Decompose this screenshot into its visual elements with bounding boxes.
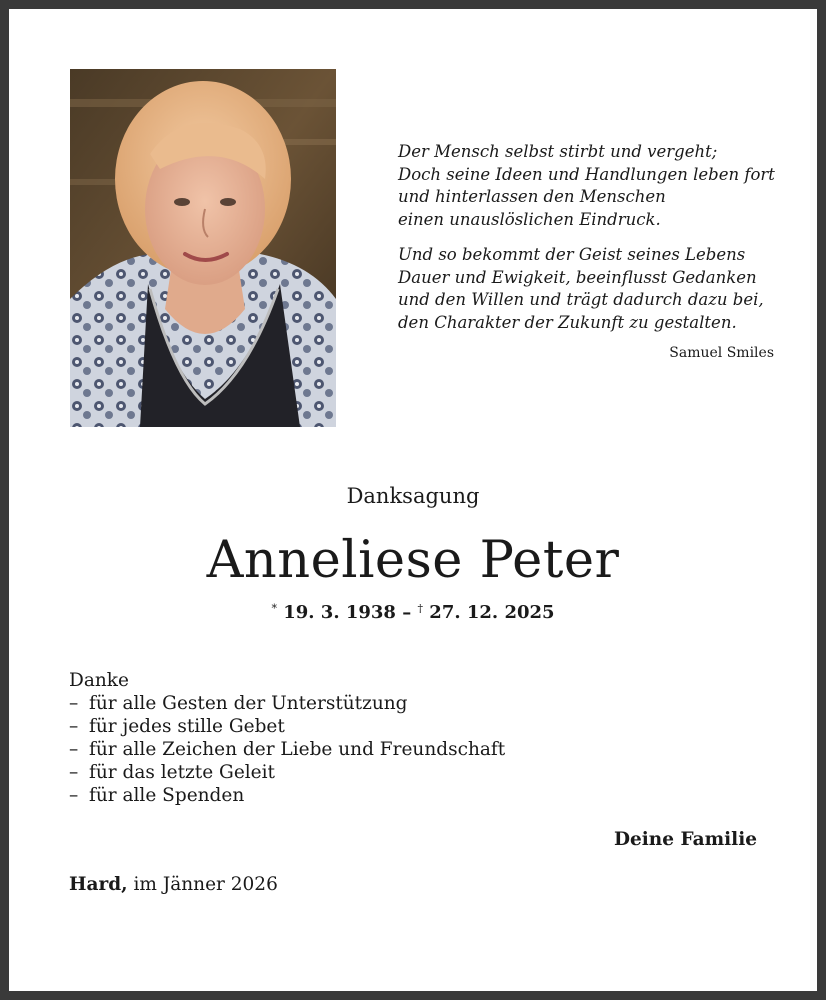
- list-item: [69, 715, 505, 738]
- list-dash: –: [69, 762, 79, 783]
- list-dash: –: [69, 716, 79, 737]
- place-date: [69, 874, 278, 895]
- quote-stanza-2: [398, 244, 778, 334]
- quote-line: den Charakter der Zukunft zu gestalten.: [398, 312, 737, 332]
- quote-line: Doch seine Ideen und Handlungen leben fort: [398, 164, 775, 184]
- list-item-text: für das letzte Geleit: [89, 762, 275, 783]
- quote-line: und hinterlassen den Menschen: [398, 187, 666, 206]
- list-item: [69, 784, 505, 807]
- quote-line: einen unauslöslichen Eindruck.: [398, 209, 661, 229]
- thanks-intro: Danke: [69, 670, 129, 691]
- place-town: Hard,: [69, 874, 128, 895]
- quote-line: Dauer und Ewigkeit, beeinflusst Gedanken: [398, 267, 757, 287]
- birth-symbol: *: [271, 602, 277, 615]
- death-symbol: †: [417, 602, 424, 615]
- quote-line: Und so bekommt der Geist seines Lebens: [398, 245, 746, 264]
- portrait-image: [70, 69, 336, 427]
- memorial-quote: [398, 141, 778, 334]
- birth-date: 19. 3. 1938: [283, 602, 396, 623]
- death-date: 27. 12. 2025: [429, 602, 555, 623]
- quote-line: und den Willen und trägt dadurch dazu bei,: [398, 290, 764, 309]
- life-dates: [9, 602, 817, 623]
- heading-danksagung: Danksagung: [346, 484, 480, 508]
- thanks-section: [69, 669, 505, 807]
- quote-stanza-1: [398, 141, 778, 231]
- place-month: im Jänner 2026: [127, 874, 278, 895]
- list-item: [69, 692, 505, 715]
- list-dash: –: [69, 693, 79, 714]
- quote-author: Samuel Smiles: [669, 345, 774, 361]
- list-dash: –: [69, 785, 79, 806]
- list-item-text: für jedes stille Gebet: [89, 716, 285, 737]
- quote-line: Der Mensch selbst stirbt und vergeht;: [398, 142, 718, 161]
- list-item-text: für alle Gesten der Unterstützung: [89, 693, 408, 714]
- list-item-text: für alle Spenden: [89, 785, 245, 806]
- deceased-name: Anneliese Peter: [206, 531, 620, 590]
- list-item: [69, 738, 505, 761]
- portrait-photo: [70, 69, 336, 427]
- obituary-page: [9, 9, 817, 991]
- thanks-list: [69, 692, 505, 807]
- family-signature: Deine Familie: [613, 829, 757, 850]
- list-item-text: für alle Zeichen der Liebe und Freundschaft: [89, 739, 506, 760]
- list-dash: –: [69, 739, 79, 760]
- date-separator: –: [395, 602, 418, 623]
- list-item: [69, 761, 505, 784]
